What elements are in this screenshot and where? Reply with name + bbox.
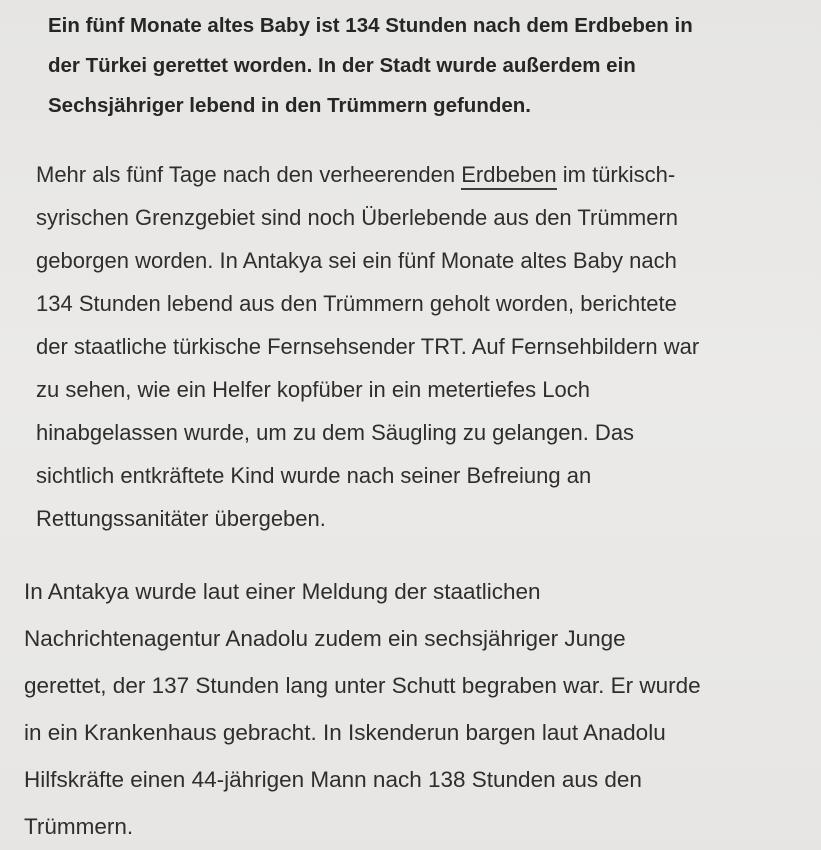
paragraph-line: syrischen Grenzgebiet sind noch Überlebende aus den Trümmern (36, 205, 679, 230)
lead-line: Ein fünf Monate altes Baby ist 134 Stunden nach dem Erdbeben in (48, 14, 693, 37)
lead-line: Sechsjähriger lebend in den Trümmern gefunden. (48, 94, 531, 117)
text-segment: Mehr als fünf Tage nach den verheerenden (36, 162, 462, 187)
paragraph-line: der staatliche türkische Fernsehsender TRT. Auf Fernsehbildern war (36, 334, 700, 359)
paragraph-line: gerettet, der 137 Stunden lang unter Schutt begraben war. Er wurde (24, 673, 701, 698)
paragraph-line: sichtlich entkräftete Kind wurde nach seiner Befreiung an (36, 463, 592, 488)
paragraph-line: Nachrichtenagentur Anadolu zudem ein sechsjähriger Junge (24, 626, 626, 651)
paragraph-2 (24, 568, 814, 850)
paragraph-line: hinabgelassen wurde, um zu dem Säugling zu gelangen. Das (36, 420, 635, 445)
paragraph-line: in ein Krankenhaus gebracht. In Iskenderun bargen laut Anadolu (24, 720, 666, 745)
paragraph-line: zu sehen, wie ein Helfer kopfüber in ein metertiefes Loch (36, 377, 590, 402)
paragraph-line: geborgen worden. In Antakya sei ein fünf Monate altes Baby nach (36, 248, 677, 273)
paragraph-line (36, 153, 806, 196)
paragraph-1 (36, 153, 806, 540)
paragraph-line: Hilfskräfte einen 44-jährigen Mann nach 138 Stunden aus den (24, 767, 642, 792)
paragraph-line: Trümmern. (24, 814, 134, 839)
paragraph-line: 134 Stunden lebend aus den Trümmern geholt worden, berichtete (36, 291, 677, 316)
paragraph-line: In Antakya wurde laut einer Meldung der staatlichen (24, 579, 541, 604)
article-lead (48, 6, 788, 126)
erdbeben-link[interactable]: Erdbeben (461, 162, 556, 190)
text-segment: im türkisch- (556, 162, 676, 187)
paragraph-line: Rettungssanitäter übergeben. (36, 506, 326, 531)
lead-line: der Türkei gerettet worden. In der Stadt wurde außerdem ein (48, 54, 636, 77)
